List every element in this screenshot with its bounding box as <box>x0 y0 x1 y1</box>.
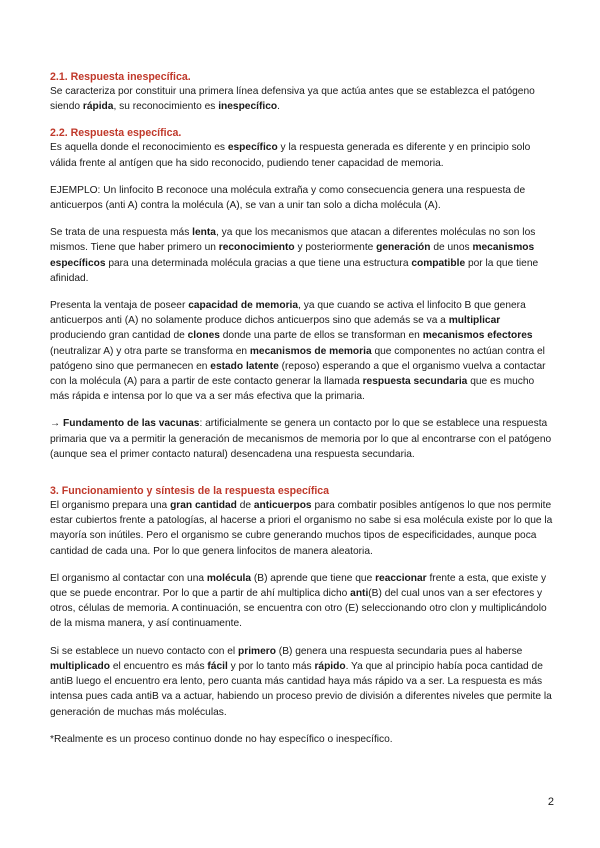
section-2-2-paragraph-3: Se trata de una respuesta más lenta, ya que los mecanismos que atacan a diferentes moléculas no son los mismos. Tiene que haber primero un reconocimiento y posteriormente generación de unos mecanismos específicos para una determinada molécula gracias a que tiene una estructura compatible por la que tiene afinidad. <box>50 227 539 284</box>
bold-term: mecanismos efectores <box>422 330 533 342</box>
bold-term: gran cantidad <box>170 500 237 512</box>
bold-term: anticuerpos <box>253 500 312 512</box>
page-number: 2 <box>547 796 554 808</box>
section-2-2-example: EJEMPLO: Un linfocito B reconoce una molécula extraña y como consecuencia genera una respuesta de anticuerpos (anti A) contra la molécula (A), se van a unir tan solo a dicha molécula (A). <box>50 184 526 212</box>
section-2-2-heading: 2.2. Respuesta específica. <box>50 127 182 140</box>
section-2-2-vaccines: → Fundamento de las vacunas: artificialmente se genera un contacto por lo que se establece una respuesta primaria que va a permitir la generación de mecanismos de memoria por lo que al encontrarse con el patógeno (aunque sea el primer contacto natural) desencadena una respuesta secundaria. <box>50 418 552 460</box>
bold-term: reconocimiento <box>218 242 295 254</box>
bold-term: anti <box>350 588 369 600</box>
bold-term: capacidad de memoria <box>188 300 299 312</box>
bold-term: Fundamento de las vacunas <box>63 418 200 430</box>
bold-term: multiplicado <box>50 660 110 672</box>
document-page <box>50 70 556 747</box>
bold-term: fácil <box>207 660 228 672</box>
bold-term: reaccionar <box>375 572 427 584</box>
bold-term: estado latente <box>210 360 279 372</box>
bold-term: compatible <box>411 257 466 269</box>
bold-term: generación <box>376 242 431 254</box>
section-2-2-paragraph-1: Es aquella donde el reconocimiento es específico y la respuesta generada es diferente y en principio solo válida frente al antígen que ha sido reconocido, pudiendo tener capacidad de memoria. <box>50 142 531 169</box>
section-3-paragraph-1: El organismo prepara una gran cantidad de anticuerpos para combatir posibles antígenos lo que nos permite estar cubiertos frente a patologías, al hacerse a priori el organismo no sabe si esa molécula existe por lo que la mayoría son inútiles. Pero el organismo se cubre generando muchos tipos de especificidades, aunque poca cantidad de cada una. Por lo que genera linfocitos de manera aleatoria. <box>50 500 553 557</box>
section-2-2-paragraph-4: Presenta la ventaja de poseer capacidad de memoria, ya que cuando se activa el linfocito B que genera anticuerpos anti (A) no solamente produce dichos anticuerpos sino que además se va a multiplicar produciendo gran cantidad de clones donde una parte de ellos se transforman en mecanismos efectores (neutralizar A) y otra parte se transforma en mecanismos de memoria que componentes no actúan contra el patógeno sino que permanecen en estado latente (reposo) esperando a que el organismo vuelva a contactar con la molécula (A) para a partir de este contacto generar la llamada respuesta secundaria que es mucho más rápida e intensa por lo que va a ser más efectiva que la primaria. <box>50 300 546 403</box>
bold-term: molécula <box>206 572 252 584</box>
section-2-1-paragraph: Se caracteriza por constituir una primera línea defensiva ya que actúa antes que se establezca el patógeno siendo rápida, su reconocimiento es inespecífico. <box>50 86 535 113</box>
bold-term: rápido <box>314 660 346 672</box>
bold-term: respuesta secundaria <box>362 376 468 388</box>
bold-term: mecanismos de memoria <box>249 345 372 357</box>
bold-term: inespecífico <box>218 101 278 113</box>
bold-term: multiplicar <box>448 315 501 327</box>
bold-term: lenta <box>192 227 216 239</box>
bold-term: mecanismos específicos <box>50 242 535 269</box>
bold-term: específico <box>227 142 278 154</box>
section-3-footnote: *Realmente es un proceso continuo donde no hay específico o inespecífico. <box>50 733 393 745</box>
bold-term: primero <box>238 645 276 657</box>
section-3-heading: 3. Funcionamiento y síntesis de la respuesta específica <box>50 485 330 498</box>
section-2-1-heading: 2.1. Respuesta inespecífica. <box>50 71 191 83</box>
bold-term: clones <box>187 330 220 342</box>
section-3-paragraph-2: El organismo al contactar con una molécula (B) aprende que tiene que reaccionar frente a esta, que existe y que se puede encontrar. Por lo que a partir de ahí multiplica dicho anti(B) del cual unos van a ser efectores y otros, células de memoria. A continuación, se encuentra con otro (E) seleccionando otro clon y multiplicándolo de la misma manera, y así continuamente. <box>50 572 547 630</box>
section-3-paragraph-3: Si se establece un nuevo contacto con el primero (B) genera una respuesta secundaria pues al haberse multiplicado el encuentro es más fácil y por lo tanto más rápido. Ya que al principio había poca cantidad de antiB luego el encuentro era lento, pero cuanta más cantidad haya más rápido va a ser. La respuesta es más intensa pues cada antiB va a actuar, habiendo un proceso previo de división a diferentes niveles que permite la generación de muchas más moléculas. <box>50 645 552 718</box>
bold-term: rápida <box>82 101 114 113</box>
